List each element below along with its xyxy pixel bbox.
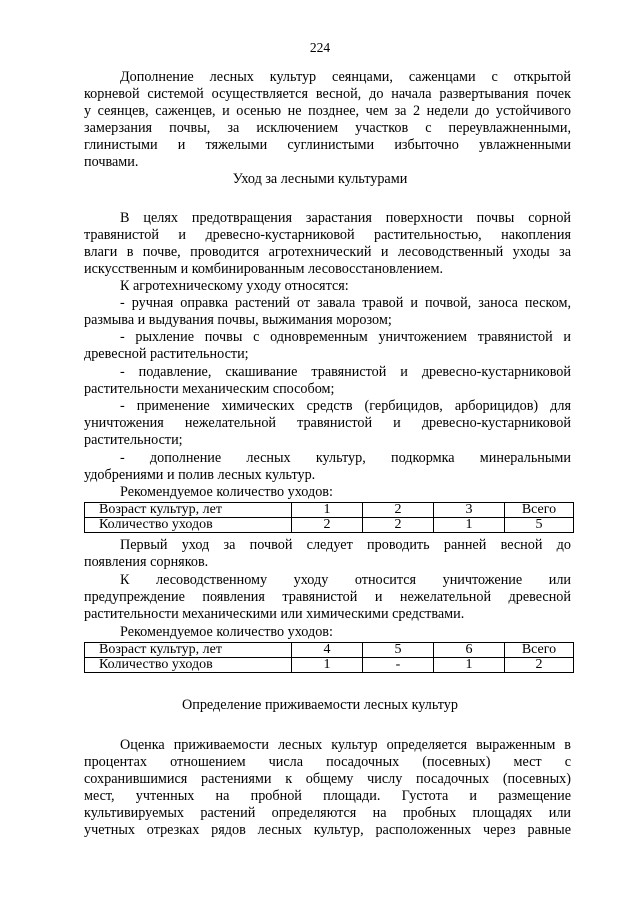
table-cell: 1 xyxy=(292,658,363,673)
table-cell: 2 xyxy=(363,518,434,533)
p1-line: замерзания почвы, за исключением участков с переувлажненными, xyxy=(84,120,571,136)
table1 xyxy=(84,502,574,533)
table-cell: 2 xyxy=(505,658,574,673)
list-item-line: - ручная оправка растений от завала травой и почвой, заноса песком, xyxy=(120,295,571,311)
table-cell: 1 xyxy=(434,518,505,533)
table-cell: 6 xyxy=(434,643,505,658)
page-number: 224 xyxy=(309,40,331,55)
p1-line: глинистыми и тяжелыми суглинистыми избыточно увлажненными xyxy=(84,137,571,153)
p2-line: В целях предотвращения зарастания поверхности почвы сорной xyxy=(120,210,571,226)
p4-line: К лесоводственному уходу относится уничтожение или xyxy=(120,572,571,588)
list-item-line: удобрениями и полив лесных культур. xyxy=(84,467,316,483)
table-cell: 3 xyxy=(434,503,505,518)
table2-caption: Рекомендуемое количество уходов: xyxy=(120,624,333,640)
list-item-line: - применение химических средств (гербицидов, арборицидов) для xyxy=(120,398,571,414)
p5-line: учетных отрезках рядов лесных культур, расположенных через равные xyxy=(84,822,571,838)
table-row xyxy=(85,518,574,533)
table-cell: Количество уходов xyxy=(85,518,292,533)
p2-line: влаги в почве, проводится агротехнический и лесоводственный уходы за xyxy=(84,244,571,260)
p5-line: Оценка приживаемости лесных культур определяется выраженным в xyxy=(120,737,571,753)
p1-line: у сеянцев, саженцев, и осенью не позднее, чем за 2 недели до устойчивого xyxy=(84,103,571,119)
p5-line: культивируемых растений определяются на пробных площадях или xyxy=(84,805,571,821)
table2 xyxy=(84,642,574,673)
p3-line: Первый уход за почвой следует проводить ранней весной до xyxy=(120,537,571,553)
table-cell: 5 xyxy=(505,518,574,533)
p2-line: травянистой и древесно-кустарниковой растительностью, накопления xyxy=(84,227,571,243)
p5-line: процентах отношением числа посадочных (посевных) мест с xyxy=(84,754,571,770)
list-item-line: - рыхление почвы с одновременным уничтожением травянистой и xyxy=(120,329,571,345)
table-cell: - xyxy=(363,658,434,673)
list-item-line: древесной растительности; xyxy=(84,346,249,362)
table-cell: 5 xyxy=(363,643,434,658)
table-cell: Всего xyxy=(505,503,574,518)
table-cell: Возраст культур, лет xyxy=(85,503,292,518)
p4-line: предупреждение появления травянистой и нежелательной древесной xyxy=(84,589,571,605)
p1-line: почвами. xyxy=(84,154,139,170)
list-item-line: растительности механическим способом; xyxy=(84,381,335,397)
table-cell: 2 xyxy=(363,503,434,518)
p5-line: мест, учтенных на пробной площади. Густота и размещение xyxy=(84,788,571,804)
p4-line: растительности механическими или химическими средствами. xyxy=(84,606,465,622)
p1-line: корневой системой осуществляется весной, до начала развертывания почек xyxy=(84,86,571,102)
table-cell: Всего xyxy=(505,643,574,658)
list-item-line: - подавление, скашивание травянистой и древесно-кустарниковой xyxy=(120,364,571,380)
section-heading: Уход за лесными культурами xyxy=(232,171,408,187)
agro-intro: К агротехническому уходу относятся: xyxy=(120,278,349,294)
list-item-line: растительности; xyxy=(84,432,183,448)
table-cell: 1 xyxy=(292,503,363,518)
table1-caption: Рекомендуемое количество уходов: xyxy=(120,484,333,500)
table-row xyxy=(85,658,574,673)
list-item-line: - дополнение лесных культур, подкормка минеральными xyxy=(120,450,571,466)
p2-line: искусственным и комбинированным лесовосстановлением. xyxy=(84,261,443,277)
table-row xyxy=(85,643,574,658)
p3-line: появления сорняков. xyxy=(84,554,209,570)
p1-line: Дополнение лесных культур сеянцами, саженцами с открытой xyxy=(120,69,571,85)
table-cell: 1 xyxy=(434,658,505,673)
p5-line: сохранившимися растениями к общему числу посадочных (посевных) xyxy=(84,771,571,787)
table-cell: Возраст культур, лет xyxy=(85,643,292,658)
table-cell: 4 xyxy=(292,643,363,658)
table-cell: 2 xyxy=(292,518,363,533)
list-item-line: размыва и выдувания почвы, выжимания морозом; xyxy=(84,312,392,328)
list-item-line: уничтожения нежелательной травянистой и древесно-кустарниковой xyxy=(84,415,571,431)
section-heading: Определение приживаемости лесных культур xyxy=(182,697,458,713)
table-cell: Количество уходов xyxy=(85,658,292,673)
table-row xyxy=(85,503,574,518)
